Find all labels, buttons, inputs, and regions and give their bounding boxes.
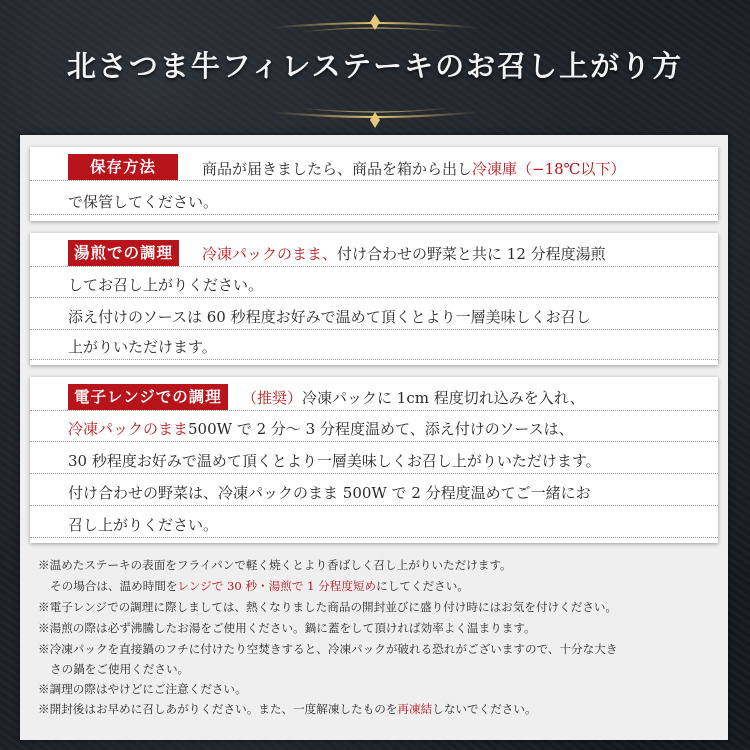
- dotted-rule: [30, 473, 718, 475]
- page-title: 北さつま牛フィレステーキのお召し上がり方: [66, 49, 684, 83]
- dotted-rule: [30, 266, 718, 268]
- note-5: ※冷凍パックを直接鍋のフチに付けたり空焚きすると、冷凍パックが破れる恐れがございますので、十分な大き: [38, 642, 618, 656]
- boil-line-4: 上がりいただけます。: [68, 338, 217, 356]
- dotted-rule: [30, 297, 718, 299]
- note-2: その場合は、温め時間をレンジで 30 秒・湯煎で 1 分程度短めにしてください。: [50, 579, 469, 593]
- dotted-rule: [30, 329, 718, 331]
- microwave-line-2: 冷凍パックのまま500W で 2 分〜 3 分程度温めて、添え付けのソースは、: [68, 420, 574, 438]
- microwave-tag: 電子レンジでの調理: [68, 384, 228, 410]
- microwave-line-1: （推奨）冷凍パックに 1cm 程度切れ込みを入れ、: [242, 389, 585, 407]
- microwave-line-4: 付け合わせの野菜は、冷凍パックのまま 500W で 2 分程度温めてご一緒にお: [68, 484, 591, 502]
- dotted-rule: [30, 537, 718, 539]
- storage-line-1: 商品が届きましたら、商品を箱から出し冷凍庫（−18℃以下）: [202, 160, 626, 178]
- instructions-panel: [20, 135, 728, 740]
- boil-line-2: してお召し上がりください。: [68, 276, 264, 294]
- note-1: ※温めたステーキの表面をフライパンで軽く焼くとより香ばしく召し上がりいただけます。: [38, 558, 512, 572]
- note-7: ※調理の際はやけどにご注意ください。: [38, 682, 247, 696]
- boil-line-1: 冷凍パックのまま、付け合わせの野菜と共に 12 分程度湯煎: [202, 245, 606, 263]
- dotted-rule: [30, 180, 718, 182]
- dotted-rule: [30, 505, 718, 507]
- dotted-rule: [30, 214, 718, 216]
- top-gold-ornament: [0, 8, 750, 38]
- note-8: ※開封後はお早めに召しあがりください。また、一度解凍したものを再凍結しないでください。: [38, 702, 537, 716]
- note-4: ※湯煎の際は必ず沸騰したお湯をご使用ください。鍋に蓋をして頂ければ効率よく温まります。: [38, 621, 536, 635]
- dotted-rule: [30, 441, 718, 443]
- dotted-rule: [30, 410, 718, 412]
- microwave-section: [30, 377, 718, 543]
- microwave-line-3: 30 秒程度お好みで温めて頂くとより一層美味しくお召し上がりいただけます。: [68, 452, 601, 470]
- storage-section: [30, 147, 718, 221]
- storage-tag: 保存方法: [68, 154, 178, 180]
- bottom-gold-ornament: [0, 104, 750, 134]
- microwave-line-5: 召し上がりください。: [68, 516, 219, 534]
- dotted-rule: [30, 359, 718, 361]
- note-6: さの鍋をご使用ください。: [50, 662, 190, 676]
- boil-line-3: 添え付けのソースは 60 秒程度お好みで温めて頂くとより一層美味しくお召し: [68, 308, 591, 326]
- storage-line-2: で保管してください。: [68, 193, 219, 211]
- boil-section: [30, 233, 718, 365]
- boil-tag: 湯煎での調理: [68, 240, 179, 266]
- note-3: ※電子レンジでの調理に際しましては、熱くなりました商品の開封並びに盛り付け時にはお気を付けください。: [38, 600, 618, 614]
